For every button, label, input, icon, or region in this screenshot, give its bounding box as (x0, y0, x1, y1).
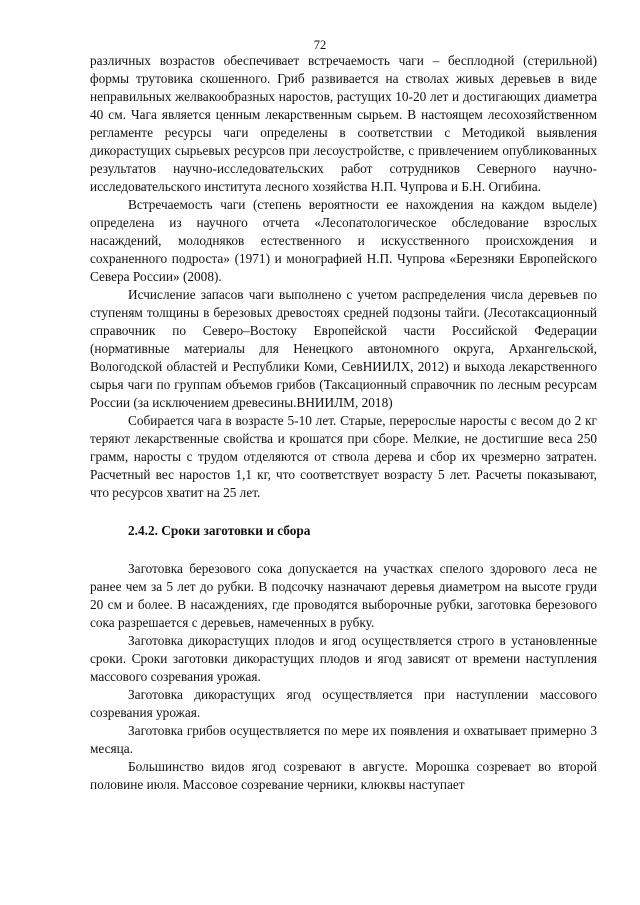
page-content (90, 52, 597, 794)
page-number: 72 (313, 38, 327, 52)
section-heading: 2.4.2. Сроки заготовки и сбора (128, 523, 311, 538)
paragraph: Заготовка дикорастущих ягод осуществляется при наступлении массового созревания урожая. (90, 687, 597, 720)
paragraph: Большинство видов ягод созревают в августе. Морошка созревает во второй половине июля. Массовое созревание черники, клюквы наступает (90, 759, 597, 792)
paragraph: Заготовка березового сока допускается на участках спелого здорового леса не ранее чем за 5 лет до рубки. В подсочку назначают деревья диаметром на высоте груди 20 см и более. В насаждениях, где проводятся выборочные рубки, заготовка березового сока разрешается с деревьев, намеченных в рубку. (90, 561, 597, 630)
paragraph: Заготовка грибов осуществляется по мере их появления и охватывает примерно 3 месяца. (90, 723, 597, 756)
paragraph: Заготовка дикорастущих плодов и ягод осуществляется строго в установленные сроки. Сроки заготовки дикорастущих плодов и ягод зависят от времени наступления массового созревания урожая. (90, 633, 597, 684)
paragraph: Встречаемость чаги (степень вероятности ее нахождения на каждом выделе) определена из научного отчета «Лесопатологическое обследование взрослых насаждений, молодняков естественного и искусственного происхождения и сохраненного подроста» (1971) и монографией Н.П. Чупрова «Березняки Европейского Севера России» (2008). (90, 197, 597, 284)
paragraph: Собирается чага в возрасте 5-10 лет. Старые, перерослые наросты с весом до 2 кг теряют лекарственные свойства и крошатся при сборе. Мелкие, не достигшие веса 250 грамм, наросты с трудом отделяются от ствола дерева и сбор их чрезмерно затратен. Расчетный вес наростов 1,1 кг, что соответствует возрасту 5 лет. Расчеты показывают, что ресурсов хватит на 25 лет. (90, 413, 597, 500)
paragraph: Исчисление запасов чаги выполнено с учетом распределения числа деревьев по ступеням толщины в березовых древостоях средней подзоны тайги. (Лесотаксационный справочник по Северо–Востоку Европейской части Российской Федерации (нормативные материалы для Ненецкого автономного округа, Архангельской, Вологодской областей и Республики Коми, СевНИИЛХ, 2012) и выхода лекарственного сырья чаги по группам объемов грибов (Таксационный справочник по лесным ресурсам России (за исключением древесины.ВНИИЛМ, 2018) (90, 287, 597, 410)
paragraph: различных возрастов обеспечивает встречаемость чаги – бесплодной (стерильной) формы трутовика скошенного. Гриб развивается на стволах живых деревьев в виде неправильных желвакообразных наростов, растущих 10-20 лет и достигающих диаметра 40 см. Чага является ценным лекарственным сырьем. В настоящем лесохозяйственном регламенте ресурсы чаги определены в соответствии с Методикой выявления дикорастущих сырьевых ресурсов при лесоустройстве, с привлечением опубликованных результатов научно-исследовательских работ сотрудников Северного научно-исследовательского института лесного хозяйства Н.П. Чупрова и Б.Н. Огибина. (90, 53, 597, 194)
